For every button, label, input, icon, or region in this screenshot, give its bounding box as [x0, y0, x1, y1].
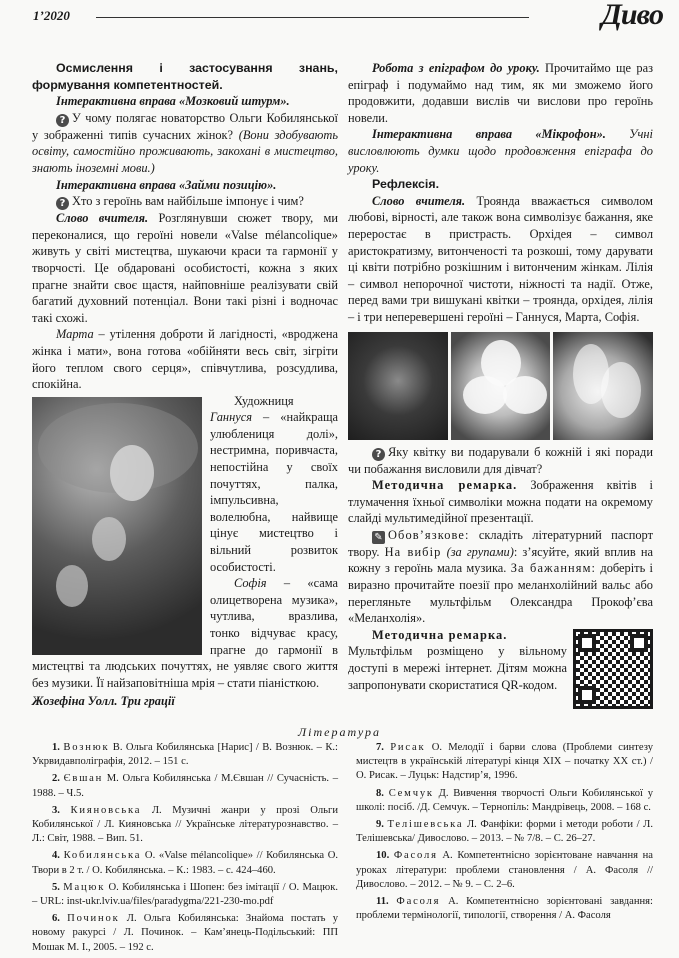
- issue-number: 1’2020: [33, 8, 70, 23]
- lily-photo: [553, 332, 653, 440]
- answer-1: (Вони здобувають освіту, самостійно проживають, закохані в мистецтво, знають іноземні мови.): [32, 127, 338, 175]
- reference-item: 4. Кобилянська О. «Valse mélancolique» // Кобилянська О. Твори в 2 т. / О. Кобилянська. – К.: 1983. – с. 424–460.: [32, 850, 338, 876]
- microphone-exercise: Інтерактивна вправа «Мікрофон». Учні висловлюють думки щодо продовження епіграфа до уроку.: [348, 127, 653, 175]
- methodical-remark-1: Методична ремарка. Зображення квітів і тлумачення їхньої символіки можна подати на окремому слайді мультимедійної презентації.: [348, 478, 653, 526]
- epigraph-work: Робота з епіграфом до уроку. Прочитаймо ще раз епіграф і подумаймо над тим, як ми зможемо його продовжити, додавши вислів чи вислови про героїнь новели.: [348, 61, 653, 125]
- qr-code[interactable]: [573, 629, 653, 709]
- marta-description: Марта – утілення доброти й лагідності, «вроджена жінка і мати», вона готова «обійняти весь світ, зігріти його теплом свого серця», співчутлива, розсудлива, спокійна.: [32, 327, 338, 392]
- section-heading: Осмислення і застосування знань, формування компетентностей.: [32, 61, 338, 92]
- reflection-heading: Рефлексія.: [372, 177, 440, 192]
- right-column: [348, 60, 653, 709]
- reference-item: 2. Євшан М. Ольга Кобилянська / М.Євшан // Сучасність. – 1988. – Ч.5.: [32, 773, 339, 799]
- question-icon: ?: [56, 197, 69, 210]
- reference-item: 3. Кияновська Л. Музичні жанри у прозі Ольги Кобилянської / Л. Кияновська // Українське літературознавство. – Л.: Світ, 1988. – Вип. 51.: [32, 804, 338, 845]
- question-icon: ?: [372, 448, 385, 461]
- header-rule: [96, 17, 529, 18]
- references-right: [356, 741, 653, 926]
- methodical-remark-2-text: Мультфільм розміщено у вільному доступі в мережі інтернет. Дітям можна запропонувати скористатися QR-кодом.: [348, 644, 567, 692]
- question-2: ? Хто з героїнь вам найбільше імпонує і чим?: [32, 193, 338, 210]
- reference-item: 9. Телішевська Л. Фанфіки: форми і методи роботи / Л. Телішевська/ Дивослово. – 2013. – № 7/8. – С. 26–27.: [356, 819, 654, 845]
- magazine-logo: Дивo: [601, 0, 663, 31]
- reference-item: 8. Семчук Д. Вивчення творчості Ольги Кобилянської у школі: посіб. /Д. Семчук. – Тернопіль: Мандрівець, 2008. – 168 с.: [356, 787, 654, 813]
- painting-caption: Жозефіна Уолл. Три грації: [32, 694, 175, 709]
- exercise-title-position: Інтерактивна вправа «Займи позицію».: [56, 177, 277, 192]
- sofia-description: Софія – «сама олицетворена музика», чутлива, вразлива, тонко відчуває красу, прагне до гармонії в мистецтві та людських почуттях, не уявляє свого життя без музики. Її найзаповітніша мрія – стати піаністкою.: [32, 576, 338, 690]
- reference-item: 10. Фасоля А. Компетентнісно зорієнтоване навчання на уроках літератури: проблеми становлення / А. Фасоля // Дивослово. – 2012. – № 9. – С. 2–6.: [356, 850, 654, 890]
- references-title: Література: [298, 725, 381, 739]
- flower-photos: [348, 332, 653, 440]
- references-left: [32, 741, 338, 958]
- question-icon: ?: [56, 114, 69, 127]
- reference-item: 6. Починок Л. Ольга Кобилянська: Знайома постать у новому ракурсі / Л. Починок. – Кам’янець-Подільський: ПП Мошак М. І., 2005. – 192 с.: [32, 913, 338, 953]
- teacher-word-flowers: Слово вчителя. Троянда вважається символом любові, вірності, але також вона символізує бажання, яке переростає в пристрасть. Орхідея – символ аристократизму, витонченості та розкоші, тому дарувати ці квіти потрібно розкішним і витонченим жінкам. Лілія – символ непорочної чистоти, ніжності та надії. Отже, перед вами три вишукані квітки – троянда, орхідея, лілія – і три неперевершені героїні – Ганнуся, Марта, Софія.: [348, 193, 653, 324]
- three-graces-painting: [32, 397, 202, 655]
- question-3: ? Яку квітку ви подарували б кожній і які поради чи побажання висловили для дівчат?: [348, 444, 653, 476]
- hanusya-description: Художниця Ганнуся – «найкраща улюблениця долі», нестримна, поривчаста, непостійна у своїх почуттях, палка, імпульсивна, волелюбна, найвище цінує мистецтво і вільний розвиток особистості.: [210, 393, 338, 574]
- reference-item: 5. Мацюк О. Кобилянська і Шопен: без імітації / О. Мацюк. – URL: inst-ukr.lviv.ua/files/paradygma/221-230-mo.pdf: [32, 881, 339, 908]
- reference-item: 1. Вознюк В. Ольга Кобилянська [Нарис] / В. Вознюк. – К.: Укрвидавполіграфія, 2012. – 151 с.: [32, 742, 338, 768]
- teacher-word: Слово вчителя. Розглянувши сюжет твору, ми переконалися, що героїні новели «Valse mélancolique» живуть у світі мистецтва, шукаючи краси та гармонії у творчості. Це обдаровані особистості, кожна з яких прагне знайти своє щастя, найповніше реалізувати свій багатий духовний потенціал. Вони такі різні і водночас такі схожі.: [32, 211, 339, 325]
- methodical-remark-2-label: Методична ремарка.: [372, 627, 508, 642]
- reference-item: 11. Фасоля А. Компетентнісно зорієнтовані завдання: проблеми термінології, типології, створення / А. Фасоля: [356, 896, 653, 922]
- homework-icon: ✎: [372, 531, 385, 544]
- rose-photo: [348, 332, 448, 440]
- exercise-title-brainstorm: Інтерактивна вправа «Мозковий штурм».: [56, 94, 290, 109]
- orchid-photo: [451, 332, 551, 440]
- left-column: [32, 60, 338, 710]
- reference-item: 7. Рисак О. Мелодії і барви слова (Проблеми синтезу мистецтв в українській літературі кінця XIX – початку XX ст.) / О. Рисак. – Луцьк: Надстир’я, 1996.: [356, 742, 654, 782]
- homework: ✎ Обов’язкове: складіть літературний паспорт твору. На вибір (за групами): з’ясуйте, який вплив на кожну з героїнь мала музика. За бажанням: доберіть і виразно прочитайте поезії про меланхолійний вальс або перегляньте мультфільм Олександра Прокоф’єва «Меланхолія».: [348, 527, 653, 626]
- question-1: ? У чому полягає новаторство Ольги Кобилянської у зображенні типів сучасних жінок? (Вони здобувають освіту, самостійно проживають, закохані в мистецтво, знають іноземні мови.): [32, 110, 338, 175]
